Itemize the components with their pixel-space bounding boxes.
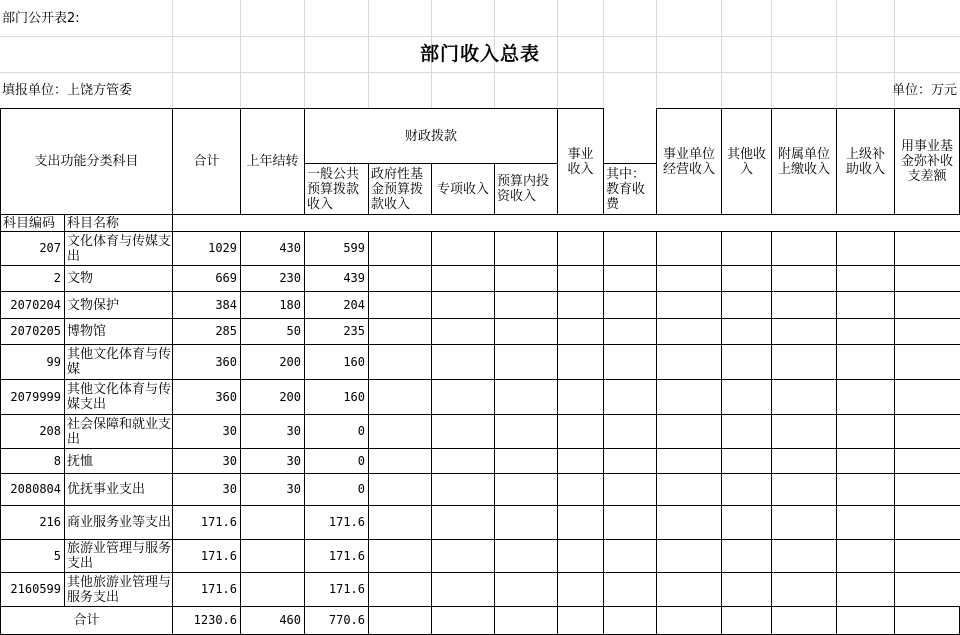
cell-other (721, 505, 772, 540)
cell-superior (836, 414, 895, 449)
cell-special (431, 606, 495, 635)
cell-superior (836, 505, 895, 540)
cell-affiliated (771, 414, 837, 449)
cell-affiliated (771, 448, 837, 474)
cell-gov-fund (368, 414, 432, 449)
cell-gov-fund (368, 539, 432, 573)
cell-reserve (894, 265, 960, 292)
cell-reserve (894, 379, 960, 415)
header-total: 合计 (172, 108, 241, 215)
cell-carryover (240, 539, 305, 573)
cell-total: 360 (172, 344, 241, 380)
cell-gov-fund (368, 231, 432, 266)
cell-budget-invest (494, 414, 558, 449)
cell-affiliated (771, 539, 837, 573)
header-other: 其他收入 (721, 108, 772, 215)
cell-name: 文物 (64, 265, 173, 292)
cell-general-budget: 204 (304, 291, 369, 319)
cell-total: 30 (172, 473, 241, 506)
cell-code: 8 (0, 448, 65, 474)
header-budget-invest: 预算内投资收入 (494, 163, 558, 215)
cell-affiliated (771, 344, 837, 380)
cell-name: 优抚事业支出 (64, 473, 173, 506)
cell-special (431, 448, 495, 474)
header-affiliated: 附属单位上缴收入 (771, 108, 837, 215)
header-career-income: 事业收入 (557, 108, 604, 215)
cell-general-budget: 439 (304, 265, 369, 292)
cell-edu-fee (603, 539, 657, 573)
cell-superior (836, 473, 895, 506)
cell-budget-invest (494, 448, 558, 474)
cell-other (721, 379, 772, 415)
cell-total: 1029 (172, 231, 241, 266)
cell-edu-fee (603, 473, 657, 506)
cell-code: 5 (0, 539, 65, 573)
cell-budget-invest (494, 473, 558, 506)
header-general-budget: 一般公共预算拨款收入 (304, 163, 369, 215)
header-carryover: 上年结转 (240, 108, 305, 215)
cell-superior (836, 379, 895, 415)
cell-reserve (894, 539, 960, 573)
cell-total: 384 (172, 291, 241, 319)
header-code: 科目编码 (0, 214, 65, 232)
cell-biz-ops (656, 539, 722, 573)
cell-name: 文化体育与传媒支出 (64, 231, 173, 266)
cell-reserve (894, 473, 960, 506)
header-biz-ops: 事业单位经营收入 (656, 108, 722, 215)
cell-other (721, 231, 772, 266)
cell-biz-ops (656, 572, 722, 607)
total-general-budget: 770.6 (304, 606, 369, 635)
cell-budget-invest (494, 265, 558, 292)
cell-superior (836, 265, 895, 292)
cell-general-budget: 171.6 (304, 539, 369, 573)
total-label: 合计 (0, 606, 173, 635)
cell-special (431, 265, 495, 292)
cell-edu-fee (603, 379, 657, 415)
cell-general-budget: 160 (304, 344, 369, 380)
header-gov-fund: 政府性基金预算拨款收入 (368, 163, 432, 215)
cell-career-income (557, 291, 604, 319)
cell-affiliated (771, 379, 837, 415)
cell-gov-fund (368, 448, 432, 474)
cell-name: 博物馆 (64, 318, 173, 345)
cell-name: 文物保护 (64, 291, 173, 319)
cell-total: 171.6 (172, 572, 241, 607)
cell-gov-fund (368, 265, 432, 292)
cell-total: 360 (172, 379, 241, 415)
cell-other (721, 265, 772, 292)
cell-edu-fee (603, 265, 657, 292)
cell-superior (836, 318, 895, 345)
total-carryover: 460 (240, 606, 305, 635)
cell-biz-ops (656, 344, 722, 380)
cell-biz-ops (656, 291, 722, 319)
cell-other (721, 572, 772, 607)
cell-superior (836, 448, 895, 474)
cell-special (431, 291, 495, 319)
cell-biz-ops (656, 231, 722, 266)
cell-general-budget: 171.6 (304, 505, 369, 540)
cell-other (721, 414, 772, 449)
cell-gov-fund (368, 379, 432, 415)
cell-gov-fund (368, 318, 432, 345)
cell-other (721, 473, 772, 506)
cell-edu-fee (603, 448, 657, 474)
cell-other (721, 291, 772, 319)
cell-other (721, 344, 772, 380)
cell-code: 2079999 (0, 379, 65, 415)
cell-superior (836, 539, 895, 573)
cell-edu-fee (603, 606, 657, 635)
cell-code: 2080804 (0, 473, 65, 506)
cell-career-income (557, 231, 604, 266)
cell-carryover: 230 (240, 265, 305, 292)
cell-affiliated (771, 318, 837, 345)
cell-code: 2070204 (0, 291, 65, 319)
cell-general-budget: 171.6 (304, 572, 369, 607)
header-func-subject: 支出功能分类科目 (0, 108, 173, 215)
cell-reserve (894, 318, 960, 345)
cell-gov-fund (368, 473, 432, 506)
cell-code: 2160599 (0, 572, 65, 607)
cell-general-budget: 0 (304, 473, 369, 506)
cell-total: 171.6 (172, 539, 241, 573)
cell-career-income (557, 505, 604, 540)
cell-name: 抚恤 (64, 448, 173, 474)
cell-total: 285 (172, 318, 241, 345)
total-total: 1230.6 (172, 606, 241, 635)
cell-edu-fee (603, 572, 657, 607)
header-superior: 上级补助收入 (836, 108, 895, 215)
cell-reserve (894, 606, 960, 635)
cell-reserve (894, 344, 960, 380)
cell-name: 其他文化体育与传媒支出 (64, 379, 173, 415)
cell-affiliated (771, 572, 837, 607)
cell-career-income (557, 572, 604, 607)
cell-budget-invest (494, 318, 558, 345)
cell-edu-fee (603, 318, 657, 345)
cell-edu-fee (603, 344, 657, 380)
cell-affiliated (771, 473, 837, 506)
cell-reserve (894, 448, 960, 474)
cell-name: 旅游业管理与服务支出 (64, 539, 173, 573)
cell-edu-fee (603, 414, 657, 449)
cell-gov-fund (368, 344, 432, 380)
cell-reserve (894, 291, 960, 319)
cell-edu-fee (603, 291, 657, 319)
cell-general-budget: 599 (304, 231, 369, 266)
cell-superior (836, 344, 895, 380)
cell-name: 商业服务业等支出 (64, 505, 173, 540)
cell-career-income (557, 265, 604, 292)
cell-career-income (557, 448, 604, 474)
cell-superior (836, 572, 895, 607)
cell-carryover: 30 (240, 473, 305, 506)
cell-gov-fund (368, 505, 432, 540)
header-fiscal: 财政拨款 (304, 108, 558, 164)
cell-budget-invest (494, 539, 558, 573)
cell-carryover: 30 (240, 414, 305, 449)
cell-superior (836, 291, 895, 319)
cell-code: 208 (0, 414, 65, 449)
cell-edu-fee (603, 505, 657, 540)
cell-superior (836, 231, 895, 266)
reporting-unit: 填报单位：上饶方管委 (2, 83, 133, 98)
cell-career-income (557, 539, 604, 573)
cell-general-budget: 0 (304, 448, 369, 474)
unit-label: 单位：万元 (891, 83, 957, 98)
cell-carryover: 50 (240, 318, 305, 345)
header-edu-fee: 其中：教育收费 (603, 163, 657, 215)
cell-total: 30 (172, 414, 241, 449)
cell-affiliated (771, 265, 837, 292)
cell-special (431, 473, 495, 506)
header-name: 科目名称 (64, 214, 173, 232)
cell-budget-invest (494, 572, 558, 607)
cell-carryover (240, 572, 305, 607)
cell-other (721, 448, 772, 474)
cell-general-budget: 0 (304, 414, 369, 449)
sheet-label: 部门公开表2: (2, 10, 80, 26)
cell-affiliated (771, 505, 837, 540)
cell-biz-ops (656, 414, 722, 449)
cell-total: 30 (172, 448, 241, 474)
cell-career-income (557, 414, 604, 449)
cell-carryover: 180 (240, 291, 305, 319)
cell-other (721, 318, 772, 345)
cell-special (431, 414, 495, 449)
cell-career-income (557, 606, 604, 635)
cell-biz-ops (656, 265, 722, 292)
cell-name: 社会保障和就业支出 (64, 414, 173, 449)
cell-special (431, 539, 495, 573)
cell-code: 216 (0, 505, 65, 540)
cell-affiliated (771, 231, 837, 266)
cell-code: 2 (0, 265, 65, 292)
cell-name: 其他文化体育与传媒 (64, 344, 173, 380)
cell-total: 669 (172, 265, 241, 292)
cell-gov-fund (368, 606, 432, 635)
cell-carryover (240, 505, 305, 540)
cell-code: 2070205 (0, 318, 65, 345)
header-special: 专项收入 (431, 163, 495, 215)
cell-gov-fund (368, 572, 432, 607)
cell-budget-invest (494, 505, 558, 540)
cell-affiliated (771, 291, 837, 319)
cell-special (431, 318, 495, 345)
cell-carryover: 200 (240, 344, 305, 380)
cell-biz-ops (656, 379, 722, 415)
cell-gov-fund (368, 291, 432, 319)
cell-reserve (894, 572, 960, 607)
cell-special (431, 572, 495, 607)
cell-edu-fee (603, 231, 657, 266)
cell-biz-ops (656, 318, 722, 345)
page-title: 部门收入总表 (419, 43, 540, 65)
cell-other (721, 606, 772, 635)
cell-special (431, 344, 495, 380)
cell-reserve (894, 505, 960, 540)
cell-carryover: 200 (240, 379, 305, 415)
cell-budget-invest (494, 379, 558, 415)
cell-code: 207 (0, 231, 65, 266)
cell-reserve (894, 231, 960, 266)
cell-biz-ops (656, 473, 722, 506)
cell-carryover: 430 (240, 231, 305, 266)
cell-name: 其他旅游业管理与服务支出 (64, 572, 173, 607)
cell-budget-invest (494, 231, 558, 266)
cell-reserve (894, 414, 960, 449)
cell-biz-ops (656, 606, 722, 635)
cell-carryover: 30 (240, 448, 305, 474)
cell-other (721, 539, 772, 573)
cell-career-income (557, 344, 604, 380)
cell-special (431, 505, 495, 540)
cell-special (431, 231, 495, 266)
cell-biz-ops (656, 448, 722, 474)
cell-career-income (557, 318, 604, 345)
cell-code: 99 (0, 344, 65, 380)
cell-budget-invest (494, 291, 558, 319)
header-reserve: 用事业基金弥补收支差额 (894, 108, 960, 215)
cell-budget-invest (494, 344, 558, 380)
cell-affiliated (771, 606, 837, 635)
cell-special (431, 379, 495, 415)
cell-superior (836, 606, 895, 635)
cell-career-income (557, 473, 604, 506)
cell-budget-invest (494, 606, 558, 635)
cell-biz-ops (656, 505, 722, 540)
cell-general-budget: 235 (304, 318, 369, 345)
cell-career-income (557, 379, 604, 415)
cell-total: 171.6 (172, 505, 241, 540)
cell-general-budget: 160 (304, 379, 369, 415)
